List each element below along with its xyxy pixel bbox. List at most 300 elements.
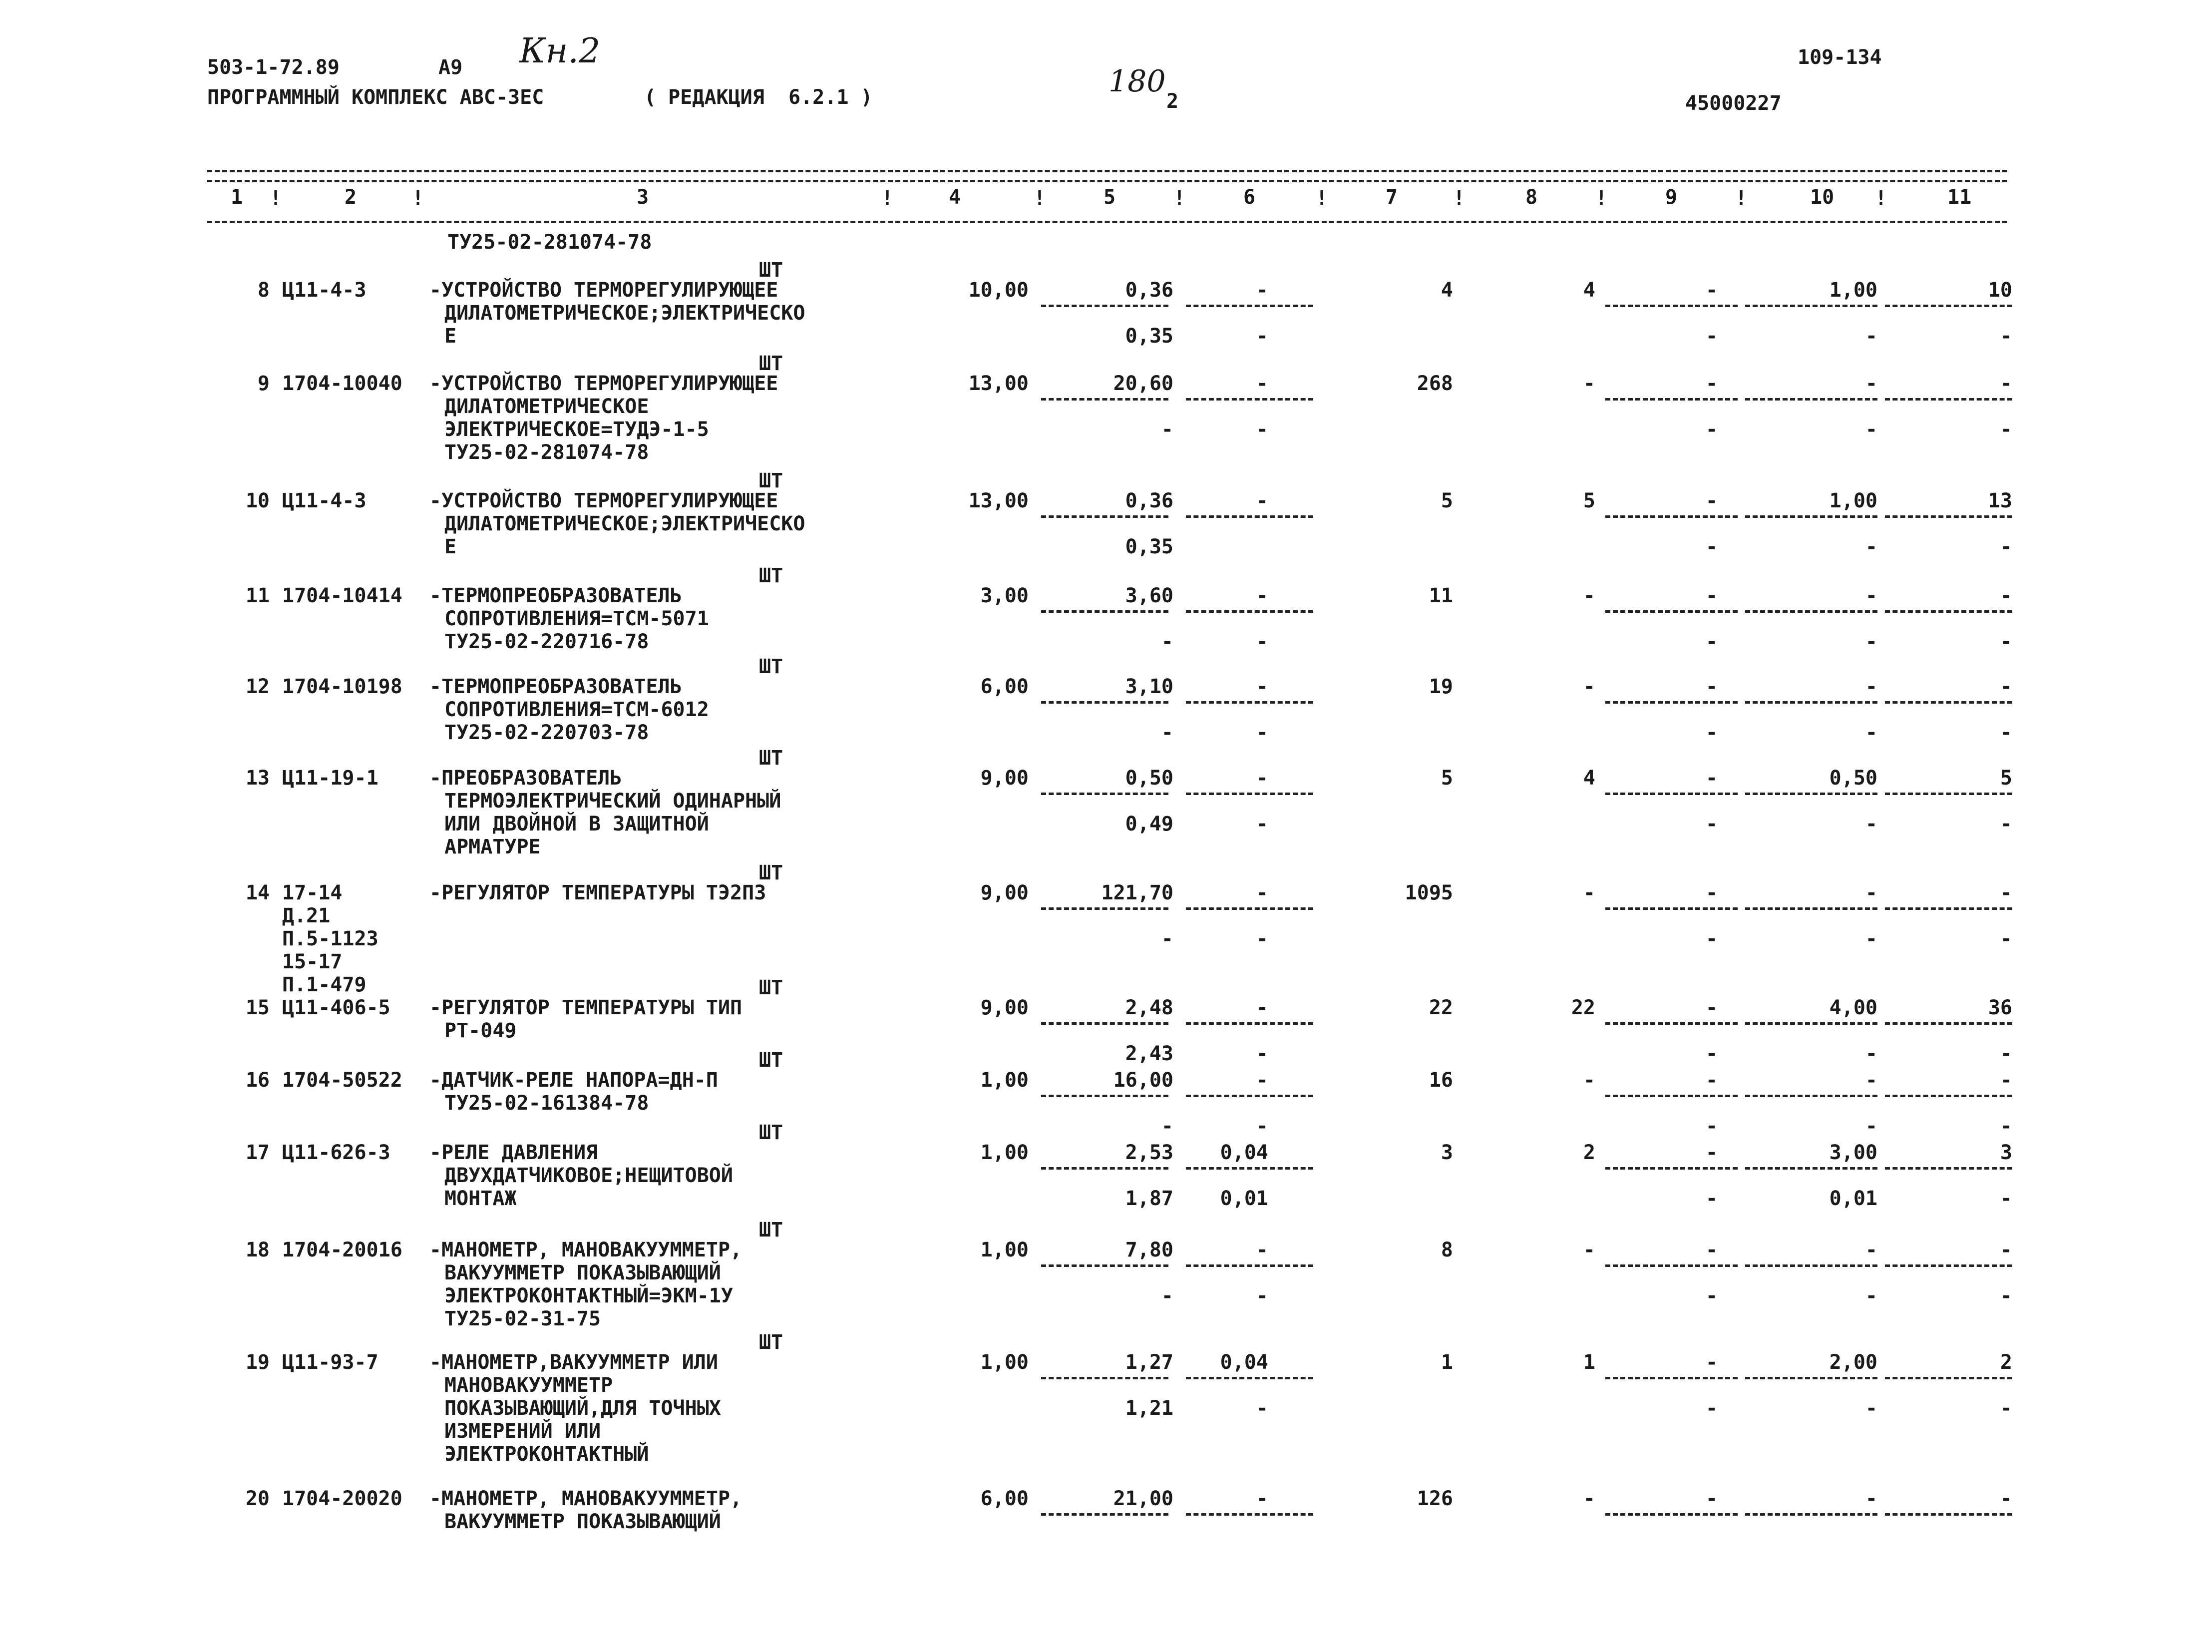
cell-rule-c10 [1745,1095,1877,1097]
row-number: 10 [245,489,270,512]
resource-code: 1704-10414 [282,584,402,607]
book-number-handwritten: Кн.2 [519,31,601,71]
row-number: 14 [245,881,270,904]
cell-c8: - [1583,675,1595,698]
cell-rule-c5 [1041,398,1168,401]
cell-c10: 1,00 [1829,489,1877,512]
resource-description: МОНТАЖ [444,1187,517,1210]
cell-rule-c11 [1885,701,2012,704]
cell-c5: 2,53 [1125,1141,1173,1164]
cell-c11: - [2000,584,2012,607]
cell-c11: - [2000,1069,2012,1092]
cell-c9: - [1705,1069,1718,1092]
cell-rule-c5 [1041,1264,1168,1267]
resource-description: ИЛИ ДВОЙНОЙ В ЗАЩИТНОЙ [444,813,709,835]
cell-c10b: - [1865,325,1877,348]
cell-rule-c6 [1186,1022,1313,1025]
cell-c6: - [1256,881,1268,904]
cell-rule-c9 [1605,1513,1738,1516]
carry-over-line: ТУ25-02-281074-78 [447,231,652,254]
cell-c5: 1,27 [1125,1351,1173,1374]
resource-code: 1704-20020 [282,1487,402,1510]
resource-description: -ТЕРМОПРЕОБРАЗОВАТЕЛЬ [429,584,682,607]
cell-c4: 13,00 [968,372,1029,395]
row-number: 11 [245,584,270,607]
row-number: 9 [257,372,270,395]
cell-c10b: 0,01 [1829,1187,1877,1210]
cell-rule-c6 [1186,907,1313,910]
cell-c5: 7,80 [1125,1239,1173,1261]
resource-description: -МАНОМЕТР, МАНОВАКУУММЕТР, [429,1239,742,1261]
cell-c7: 3 [1441,1141,1453,1164]
cell-rule-c6 [1186,1513,1313,1516]
cell-c6b: 0,01 [1220,1187,1268,1210]
row-number: 20 [245,1487,270,1510]
cell-c10: 3,00 [1829,1141,1877,1164]
cell-c4: 10,00 [968,279,1029,302]
cell-rule-c10 [1745,1167,1877,1170]
cell-c11: - [2000,1239,2012,1261]
cell-c5: 16,00 [1113,1069,1173,1092]
cell-c10b: - [1865,927,1877,950]
cell-c4: 9,00 [980,996,1029,1019]
cell-c5: 3,60 [1125,584,1173,607]
cell-c5b: - [1161,418,1173,441]
resource-description: ЭЛЕКТРИЧЕСКОЕ=ТУДЭ-1-5 [444,418,709,441]
cell-c6b: - [1256,927,1268,950]
cell-rule-c9 [1605,1264,1738,1267]
cell-rule-c11 [1885,1513,2012,1516]
cell-c6b: - [1256,1115,1268,1138]
cell-rule-c11 [1885,1264,2012,1267]
cell-rule-c9 [1605,1022,1738,1025]
cell-c7: 5 [1441,489,1453,512]
cell-c9b: - [1705,813,1718,835]
cell-c9b: - [1705,325,1718,348]
resource-description: СОПРОТИВЛЕНИЯ=ТСМ-5071 [444,607,709,630]
cell-c10b: - [1865,1115,1877,1138]
resource-code: П.5-1123 [282,927,378,950]
cell-c5: 2,48 [1125,996,1173,1019]
cell-c8: 4 [1583,279,1595,302]
resource-description: ИЗМЕРЕНИЙ ИЛИ [444,1420,601,1443]
cell-c10b: - [1865,1042,1877,1065]
cell-rule-c5 [1041,610,1168,613]
cell-c8: - [1583,1487,1595,1510]
cell-rule-c10 [1745,1022,1877,1025]
resource-code: 1704-10198 [282,675,402,698]
cell-c9: - [1705,584,1718,607]
header-rule-bottom [207,221,2007,223]
cell-c8: 4 [1583,767,1595,790]
resource-description: -УСТРОЙСТВО ТЕРМОРЕГУЛИРУЮЩЕЕ [429,279,778,302]
resource-code: 1704-50522 [282,1069,402,1092]
column-separator: ! [270,187,282,210]
cell-rule-c5 [1041,1513,1168,1516]
cell-rule-c5 [1041,515,1168,518]
cell-rule-c10 [1745,793,1877,795]
column-separator: ! [412,187,424,210]
cell-c9: - [1705,372,1718,395]
cell-rule-c11 [1885,1377,2012,1379]
cell-rule-c11 [1885,1167,2012,1170]
cell-rule-c9 [1605,1095,1738,1097]
cell-c11b: - [2000,325,2012,348]
resource-description: ВАКУУММЕТР ПОКАЗЫВАЮЩИЙ [444,1261,721,1284]
cell-c7: 1 [1441,1351,1453,1374]
cell-c5: 3,10 [1125,675,1173,698]
cell-rule-c6 [1186,1264,1313,1267]
cell-c6b: - [1256,1284,1268,1307]
column-header-7: 7 [1386,186,1398,209]
resource-description: ДВУХДАТЧИКОВОЕ;НЕЩИТОВОЙ [444,1164,733,1187]
cell-rule-c6 [1186,1167,1313,1170]
sheet-range: 109-134 [1798,46,1882,69]
cell-c8: - [1583,584,1595,607]
row-number: 19 [245,1351,270,1374]
cell-c5: 21,00 [1113,1487,1173,1510]
cell-rule-c9 [1605,1377,1738,1379]
cell-c6: - [1256,279,1268,302]
cell-c5: 0,36 [1125,279,1173,302]
row-number: 8 [257,279,270,302]
cell-c10b: - [1865,535,1877,558]
cell-c10: - [1865,675,1877,698]
cell-c6b: - [1256,1397,1268,1420]
resource-description: ДИЛАТОМЕТРИЧЕСКОЕ;ЭЛЕКТРИЧЕСКО [444,302,805,325]
cell-c11: 5 [2000,767,2012,790]
cell-c8: - [1583,372,1595,395]
cell-c6b: - [1256,721,1268,744]
cell-c5b: 0,35 [1125,535,1173,558]
cell-c9: - [1705,1239,1718,1261]
cell-rule-c11 [1885,1022,2012,1025]
cell-rule-c10 [1745,305,1877,307]
cell-c11: 10 [1988,279,2012,302]
resource-code: Ц11-93-7 [282,1351,378,1374]
column-separator: ! [1034,187,1046,210]
cell-c7: 8 [1441,1239,1453,1261]
cell-rule-c6 [1186,610,1313,613]
cell-rule-c6 [1186,1095,1313,1097]
cell-c9: - [1705,1141,1718,1164]
cell-c7: 22 [1429,996,1453,1019]
cell-c7: 11 [1429,584,1453,607]
resource-description: ТУ25-02-220703-78 [444,721,649,744]
cell-c10: 1,00 [1829,279,1877,302]
cell-c7: 126 [1417,1487,1453,1510]
cell-rule-c6 [1186,305,1313,307]
cell-c4: 9,00 [980,767,1029,790]
cell-c9b: - [1705,927,1718,950]
cell-rule-c11 [1885,793,2012,795]
cell-rule-c6 [1186,793,1313,795]
cell-rule-c10 [1745,1513,1877,1516]
cell-c10: - [1865,1239,1877,1261]
resource-description: ПОКАЗЫВАЮЩИЙ,ДЛЯ ТОЧНЫХ [444,1397,721,1420]
unit-label: ШТ [759,747,783,770]
cell-rule-c10 [1745,1264,1877,1267]
cell-c4: 6,00 [980,1487,1029,1510]
cell-rule-c9 [1605,398,1738,401]
resource-code: 15-17 [282,950,343,973]
cell-c5b: 1,21 [1125,1397,1173,1420]
cell-c11b: - [2000,1115,2012,1138]
unit-label: ШТ [759,861,783,884]
cell-rule-c11 [1885,515,2012,518]
cell-rule-c10 [1745,907,1877,910]
cell-c9: - [1705,489,1718,512]
program-edition: ( РЕДАКЦИЯ 6.2.1 ) [644,86,873,109]
cell-c11: - [2000,1487,2012,1510]
cell-c6b: - [1256,325,1268,348]
resource-code: Ц11-626-3 [282,1141,390,1164]
resource-description: РТ-049 [444,1019,517,1042]
cell-c4: 6,00 [980,675,1029,698]
cell-c6b: - [1256,418,1268,441]
cell-c11b: - [2000,721,2012,744]
column-separator: ! [1595,187,1608,210]
cell-c6: - [1256,1487,1268,1510]
cell-rule-c10 [1745,398,1877,401]
column-separator: ! [1875,187,1887,210]
cell-c11b: - [2000,535,2012,558]
header-rule-mid [207,180,2007,182]
cell-c9b: - [1705,535,1718,558]
cell-rule-c6 [1186,701,1313,704]
cell-c8: 22 [1571,996,1595,1019]
resource-code: 1704-20016 [282,1239,402,1261]
unit-label: ШТ [759,564,783,587]
cell-c10b: - [1865,630,1877,653]
column-separator: ! [881,187,894,210]
resource-description: -УСТРОЙСТВО ТЕРМОРЕГУЛИРУЮЩЕЕ [429,372,778,395]
resource-description: ЭЛЕКТРОКОНТАКТНЫЙ=ЭКМ-1У [444,1284,733,1307]
cell-c9: - [1705,996,1718,1019]
unit-label: ШТ [759,1219,783,1241]
cell-rule-c10 [1745,515,1877,518]
cell-rule-c5 [1041,907,1168,910]
resource-description: -РЕЛЕ ДАВЛЕНИЯ [429,1141,598,1164]
unit-label: ШТ [759,352,783,375]
unit-label: ШТ [759,655,783,678]
resource-description: СОПРОТИВЛЕНИЯ=ТСМ-6012 [444,698,709,721]
column-header-5: 5 [1104,186,1116,209]
cell-rule-c11 [1885,907,2012,910]
resource-description: ТУ25-02-281074-78 [444,441,649,464]
row-number: 16 [245,1069,270,1092]
cell-rule-c5 [1041,1377,1168,1379]
page-number: 2 [1166,90,1179,113]
cell-c11b: - [2000,927,2012,950]
resource-description: ДИЛАТОМЕТРИЧЕСКОЕ;ЭЛЕКТРИЧЕСКО [444,512,805,535]
cell-c5b: - [1161,1115,1173,1138]
column-separator: ! [1453,187,1466,210]
cell-c4: 1,00 [980,1239,1029,1261]
cell-c7: 1095 [1405,881,1453,904]
cell-rule-c5 [1041,305,1168,307]
document-code: 503-1-72.89 [207,56,340,79]
cell-c5b: - [1161,721,1173,744]
column-separator: ! [1316,187,1328,210]
cell-c10b: - [1865,721,1877,744]
cell-c7: 5 [1441,767,1453,790]
cell-c10: - [1865,1069,1877,1092]
resource-description: ЭЛЕКТРОКОНТАКТНЫЙ [444,1443,649,1466]
cell-rule-c11 [1885,305,2012,307]
unit-label: ШТ [759,1121,783,1144]
cell-rule-c10 [1745,610,1877,613]
cell-rule-c9 [1605,1167,1738,1170]
cell-rule-c10 [1745,701,1877,704]
column-separator: ! [1735,187,1748,210]
cell-c10b: - [1865,1284,1877,1307]
cell-c6: 0,04 [1220,1351,1268,1374]
resource-code: П.1-479 [282,973,367,996]
resource-description: -МАНОМЕТР,ВАКУУММЕТР ИЛИ [429,1351,718,1374]
cell-c6: - [1256,1069,1268,1092]
resource-description: -ПРЕОБРАЗОВАТЕЛЬ [429,767,622,790]
resource-code: 17-14 [282,881,343,904]
resource-description: -РЕГУЛЯТОР ТЕМПЕРАТУРЫ ТЭ2П3 [429,881,766,904]
program-title: ПРОГРАММНЫЙ КОМПЛЕКС АВС-3ЕС [207,86,544,109]
cell-rule-c5 [1041,701,1168,704]
column-header-3: 3 [637,186,649,209]
cell-c8: - [1583,1069,1595,1092]
resource-description: ТУ25-02-31-75 [444,1307,601,1330]
unit-label: ШТ [759,1049,783,1072]
cell-c11: 3 [2000,1141,2012,1164]
cell-c11b: - [2000,418,2012,441]
column-header-8: 8 [1525,186,1538,209]
cell-c10b: - [1865,1397,1877,1420]
resource-description: -УСТРОЙСТВО ТЕРМОРЕГУЛИРУЮЩЕЕ [429,489,778,512]
cell-c7: 268 [1417,372,1453,395]
column-header-1: 1 [231,186,243,209]
cell-c9b: - [1705,1187,1718,1210]
column-header-11: 11 [1947,186,1972,209]
cell-c5: 0,36 [1125,489,1173,512]
cell-c9b: - [1705,630,1718,653]
row-number: 12 [245,675,270,698]
cell-c5b: - [1161,1284,1173,1307]
row-number: 17 [245,1141,270,1164]
cell-c11: - [2000,881,2012,904]
resource-description: АРМАТУРЕ [444,835,541,858]
cell-rule-c11 [1885,610,2012,613]
cell-c4: 9,00 [980,881,1029,904]
cell-c11: 2 [2000,1351,2012,1374]
cell-c4: 1,00 [980,1069,1029,1092]
cell-rule-c11 [1885,398,2012,401]
resource-code: 1704-10040 [282,372,402,395]
cell-c5b: 0,49 [1125,813,1173,835]
cell-rule-c11 [1885,1095,2012,1097]
resource-description: ДИЛАТОМЕТРИЧЕСКОЕ [444,395,649,418]
cell-c6: 0,04 [1220,1141,1268,1164]
cell-rule-c5 [1041,1022,1168,1025]
cell-c9b: - [1705,1115,1718,1138]
cell-c5b: 1,87 [1125,1187,1173,1210]
cell-c4: 1,00 [980,1351,1029,1374]
cell-rule-c9 [1605,793,1738,795]
cell-rule-c9 [1605,610,1738,613]
cell-c5b: - [1161,927,1173,950]
cell-c10: - [1865,1487,1877,1510]
cell-c5: 0,50 [1125,767,1173,790]
cell-c4: 1,00 [980,1141,1029,1164]
resource-code: Ц11-4-3 [282,489,367,512]
resource-description: -РЕГУЛЯТОР ТЕМПЕРАТУРЫ ТИП [429,996,742,1019]
cell-c5: 121,70 [1101,881,1173,904]
cell-c9: - [1705,279,1718,302]
cell-c11b: - [2000,1284,2012,1307]
cell-c11b: - [2000,1042,2012,1065]
cell-c9: - [1705,1487,1718,1510]
cell-c9: - [1705,881,1718,904]
page-number-handwritten: 180 [1108,64,1166,99]
cell-c11: - [2000,372,2012,395]
cell-c8: 2 [1583,1141,1595,1164]
unit-label: ШТ [759,976,783,999]
cell-c4: 3,00 [980,584,1029,607]
row-number: 15 [245,996,270,1019]
row-number: 13 [245,767,270,790]
resource-description: ТЕРМОЭЛЕКТРИЧЕСКИЙ ОДИНАРНЫЙ [444,790,781,813]
resource-description: МАНОВАКУУММЕТР [444,1374,613,1397]
cell-c11: - [2000,675,2012,698]
cell-c9b: - [1705,418,1718,441]
column-header-2: 2 [345,186,357,209]
cell-c5b: - [1161,630,1173,653]
resource-code: Д.21 [282,904,331,927]
cell-c6: - [1256,1239,1268,1261]
cell-c11: 13 [1988,489,2012,512]
cell-c8: 5 [1583,489,1595,512]
cell-c5: 20,60 [1113,372,1173,395]
cell-c5b: 0,35 [1125,325,1173,348]
cell-rule-c9 [1605,305,1738,307]
resource-description: ТУ25-02-220716-78 [444,630,649,653]
cell-c7: 19 [1429,675,1453,698]
cell-c5b: 2,43 [1125,1042,1173,1065]
column-header-9: 9 [1665,186,1678,209]
cell-rule-c5 [1041,1167,1168,1170]
sheet-format: А9 [438,56,463,79]
cell-c10: - [1865,584,1877,607]
header-rule-top [207,170,2007,172]
resource-description: Е [444,535,457,558]
cell-c11b: - [2000,630,2012,653]
cell-c6: - [1256,675,1268,698]
column-header-4: 4 [949,186,961,209]
cell-c9: - [1705,1351,1718,1374]
cell-c6b: - [1256,630,1268,653]
cell-rule-c9 [1605,907,1738,910]
cell-c10: - [1865,372,1877,395]
cell-c10: - [1865,881,1877,904]
resource-code: Ц11-4-3 [282,279,367,302]
resource-code: Ц11-19-1 [282,767,378,790]
row-number: 18 [245,1239,270,1261]
cell-c8: - [1583,1239,1595,1261]
cell-c9b: - [1705,1284,1718,1307]
cell-c6: - [1256,489,1268,512]
cell-rule-c10 [1745,1377,1877,1379]
cell-c11b: - [2000,1397,2012,1420]
cell-c6b: - [1256,813,1268,835]
cell-rule-c9 [1605,515,1738,518]
